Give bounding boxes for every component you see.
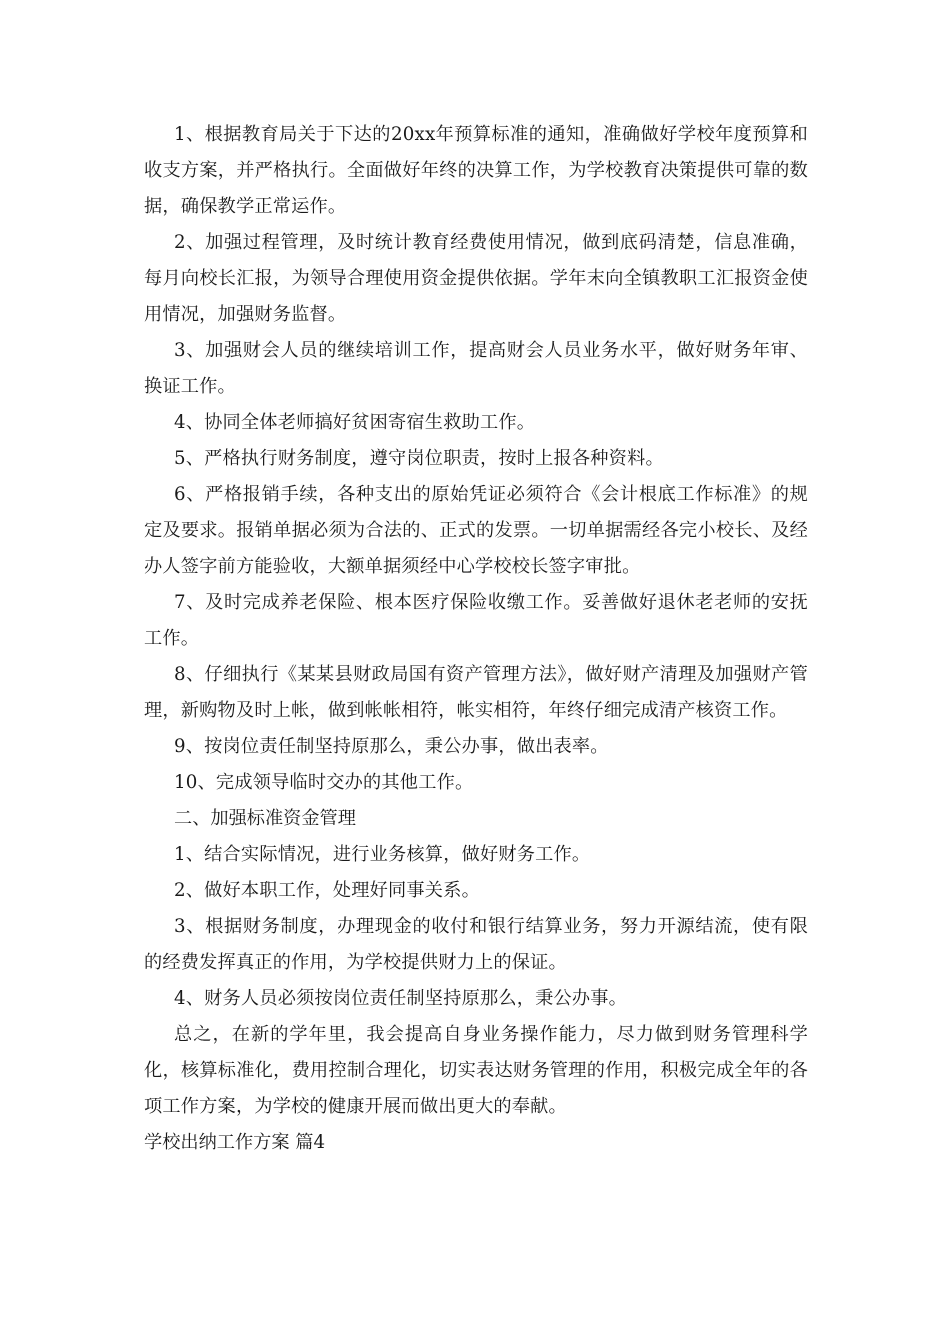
section-title: 二、加强标准资金管理: [174, 808, 356, 829]
next-document-heading: 学校出纳工作方案 篇4: [144, 1132, 326, 1153]
document-body: [144, 117, 808, 1161]
paragraph-10: 10、完成领导临时交办的其他工作。: [174, 772, 474, 793]
paragraph-6: 6、严格报销手续，各种支出的原始凭证必须符合《会计根底工作标准》的规定及要求。报销单据必须为合法的、正式的发票。一切单据需经各完小校长、及经办人签字前方能验收，大额单据须经中心学校校长签字审批。: [144, 484, 808, 577]
paragraph-4: 4、协同全体老师搞好贫困寄宿生救助工作。: [174, 412, 536, 433]
conclusion-paragraph: 总之，在新的学年里，我会提高自身业务操作能力，尽力做到财务管理科学化，核算标准化，费用控制合理化，切实表达财务管理的作用，积极完成全年的各项工作方案，为学校的健康开展而做出更大的奉献。: [144, 1024, 808, 1117]
section-paragraph-2: 2、做好本职工作，处理好同事关系。: [174, 880, 480, 901]
paragraph-3: 3、加强财会人员的继续培训工作，提高财会人员业务水平，做好财务年审、换证工作。: [144, 340, 808, 397]
section-paragraph-3: 3、根据财务制度，办理现金的收付和银行结算业务，努力开源结流，使有限的经费发挥真正的作用，为学校提供财力上的保证。: [144, 916, 808, 973]
paragraph-5: 5、严格执行财务制度，遵守岗位职责，按时上报各种资料。: [174, 448, 664, 469]
section-paragraph-1: 1、结合实际情况，进行业务核算，做好财务工作。: [174, 844, 591, 865]
paragraph-8: 8、仔细执行《某某县财政局国有资产管理方法》，做好财产清理及加强财产管理，新购物及时上帐，做到帐帐相符，帐实相符，年终仔细完成清产核资工作。: [144, 664, 808, 721]
paragraph-7: 7、及时完成养老保险、根本医疗保险收缴工作。妥善做好退休老老师的安抚工作。: [144, 592, 808, 649]
paragraph-2: 2、加强过程管理，及时统计教育经费使用情况，做到底码清楚，信息准确，每月向校长汇报，为领导合理使用资金提供依据。学年末向全镇教职工汇报资金使用情况，加强财务监督。: [144, 232, 808, 325]
paragraph-9: 9、按岗位责任制坚持原那么，秉公办事，做出表率。: [174, 736, 609, 757]
paragraph-1: 1、根据教育局关于下达的20xx年预算标准的通知，准确做好学校年度预算和收支方案，并严格执行。全面做好年终的决算工作，为学校教育决策提供可靠的数据，确保教学正常运作。: [144, 124, 808, 217]
section-paragraph-4: 4、财务人员必须按岗位责任制坚持原那么，秉公办事。: [174, 988, 628, 1009]
